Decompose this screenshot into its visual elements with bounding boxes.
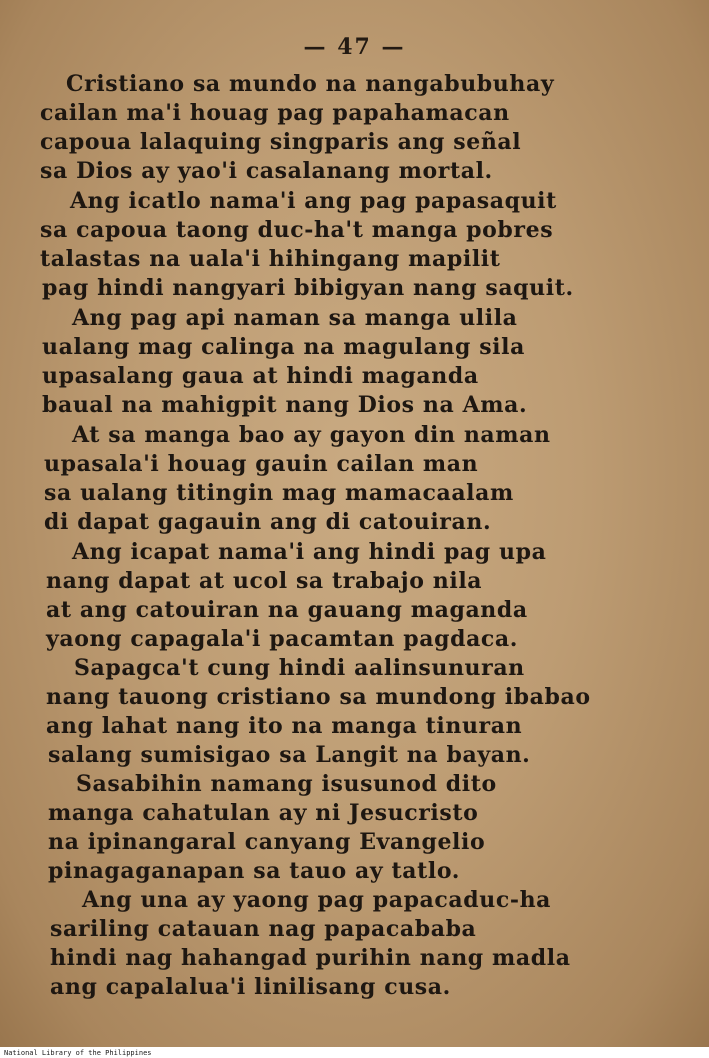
text-line: Sapagca't cung hindi aalinsunuran (74, 655, 525, 681)
text-line: nang tauong cristiano sa mundong ibabao (46, 684, 591, 710)
text-line: sa ualang titingin mag mamacaalam (44, 480, 514, 506)
text-line: Ang pag api naman sa manga ulila (72, 305, 518, 331)
text-line: sariling catauan nag papacababa (50, 916, 477, 942)
text-line: ualang mag calinga na magulang sila (42, 334, 525, 360)
text-line: na ipinangaral canyang Evangelio (48, 829, 486, 855)
text-line: ang capalalua'i linilisang cusa. (50, 974, 451, 1000)
text-line: pag hindi nangyari bibigyan nang saquit. (42, 275, 574, 301)
text-line: hindi nag hahangad purihin nang madla (50, 945, 571, 971)
text-line: di dapat gagauin ang di catouiran. (44, 509, 492, 535)
text-line: yaong capagala'i pacamtan pagdaca. (46, 626, 519, 652)
text-line: nang dapat at ucol sa trabajo nila (46, 568, 483, 594)
text-line: manga cahatulan ay ni Jesucristo (48, 800, 479, 826)
text-line: cailan ma'i houag pag papahamacan (40, 100, 510, 126)
text-line: baual na mahigpit nang Dios na Ama. (42, 392, 528, 418)
library-credit: National Library of the Philippines (4, 1049, 152, 1057)
text-line: sa capoua taong duc-ha't manga pobres (40, 217, 554, 243)
text-line: Ang icatlo nama'i ang pag papasaquit (70, 188, 557, 214)
text-line: upasala'i houag gauin cailan man (44, 451, 479, 477)
text-line: salang sumisigao sa Langit na bayan. (48, 742, 531, 768)
page-number: — 47 — (303, 34, 406, 60)
text-line: Ang una ay yaong pag papacaduc-ha (82, 887, 552, 913)
text-line: Sasabihin namang isusunod dito (76, 771, 497, 797)
text-line: capoua lalaquing singparis ang señal (40, 129, 522, 155)
text-line: At sa manga bao ay gayon din naman (72, 422, 551, 448)
text-line: talastas na uala'i hihingang mapilit (40, 246, 501, 272)
text-line: sa Dios ay yao'i casalanang mortal. (40, 158, 493, 184)
text-line: ang lahat nang ito na manga tinuran (46, 713, 523, 739)
text-line: upasalang gaua at hindi maganda (42, 363, 479, 389)
text-line: Cristiano sa mundo na nangabubuhay (66, 71, 555, 97)
text-line: pinagaganapan sa tauo ay tatlo. (48, 858, 461, 884)
text-line: Ang icapat nama'i ang hindi pag upa (72, 539, 547, 565)
text-line: at ang catouiran na gauang maganda (46, 597, 528, 623)
